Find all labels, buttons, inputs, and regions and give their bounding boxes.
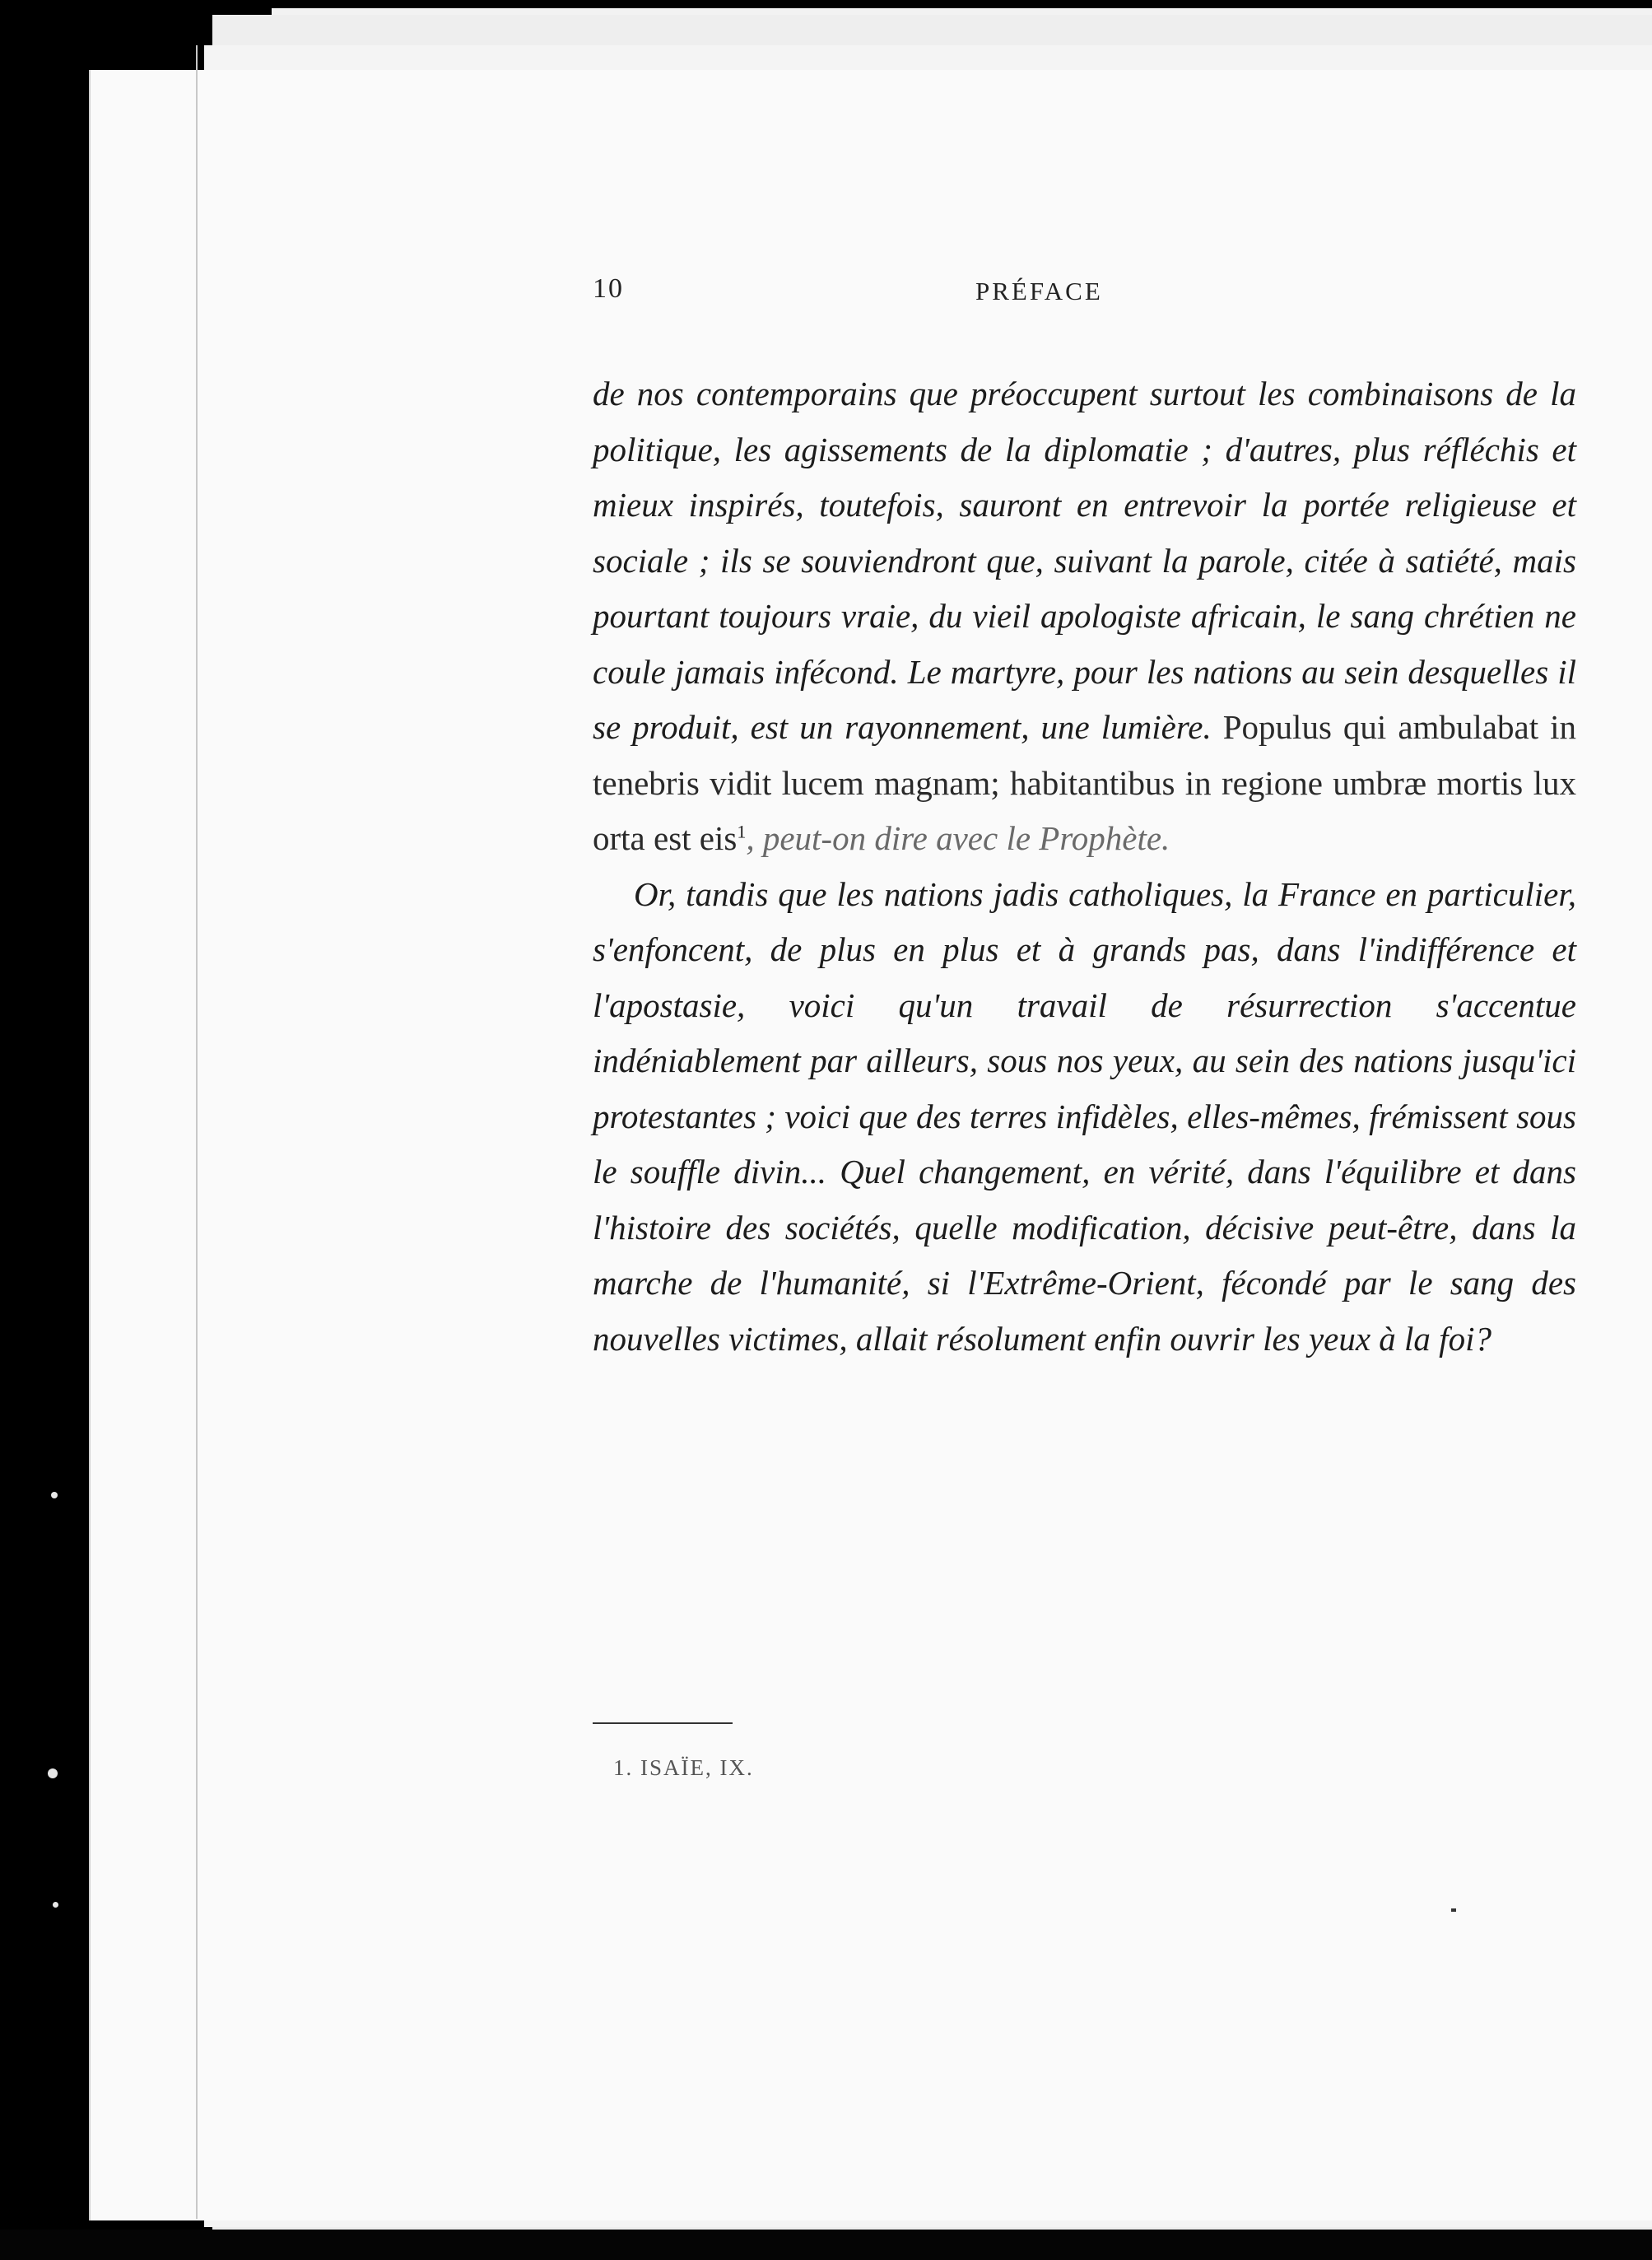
paragraph	[593, 867, 1576, 1368]
page-edge	[196, 45, 198, 2219]
paragraph-italic-text: Or, tandis que les nations jadis catholiques, la France en particulier, s'enfoncent, de plus en plus et à grands pas, dans l'indifférence et l'apostasie, voici qu'un travail de résurrection s'accentue indéniablement par ailleurs, sous nos yeux, au sein des nations jusqu'ici protestantes ; voici que des terres infidèles, elles-mêmes, frémissent sous le souffle divin... Quel changement, en vérité, dans l'équilibre et dans l'histoire des sociétés, quelle modification, décisive peut-être, dans la marche de l'humanité, si l'Extrême-Orient, fécondé par le sang des nouvelles victimes, allait résolument enfin ouvrir les yeux à la foi?	[593, 874, 1576, 1358]
page-number: 10	[593, 273, 624, 304]
paragraph	[593, 366, 1576, 867]
running-head: PRÉFACE	[975, 277, 1103, 305]
scan-speck	[51, 1492, 58, 1498]
scan-speck	[48, 1768, 58, 1778]
footnote: 1. ISAÏE, IX.	[613, 1755, 754, 1780]
body-text	[593, 366, 1576, 1367]
scan-speck	[53, 1902, 58, 1908]
paragraph-italic-text: de nos contemporains que préoccupent surtout les combinaisons de la politique, les agissements de la diplomatie ; d'autres, plus réfléchis et mieux inspirés, toutefois, sauront en entrevoir la portée religieuse et sociale ; ils se souviendront que, suivant la parole, citée à satiété, mais pourtant toujours vraie, du vieil apologiste africain, le sang chrétien ne coule jamais infécond. Le martyre, pour les nations au sein desquelles il se produit, est un rayonnement, une lumière.	[593, 375, 1576, 746]
paragraph-closing-text: , peut-on dire avec le Prophète.	[746, 819, 1170, 857]
scan-mark	[1451, 1908, 1456, 1912]
latin-quotation: Populus qui ambulabat in tenebris vidit lucem magnam; habitantibus in regione umbræ mortis lux orta est eis	[593, 708, 1576, 857]
footnote-separator	[593, 1722, 733, 1724]
footnote-ref: 1	[737, 821, 747, 842]
scan-bottom-border	[0, 2230, 1652, 2260]
page-header	[593, 273, 1576, 315]
